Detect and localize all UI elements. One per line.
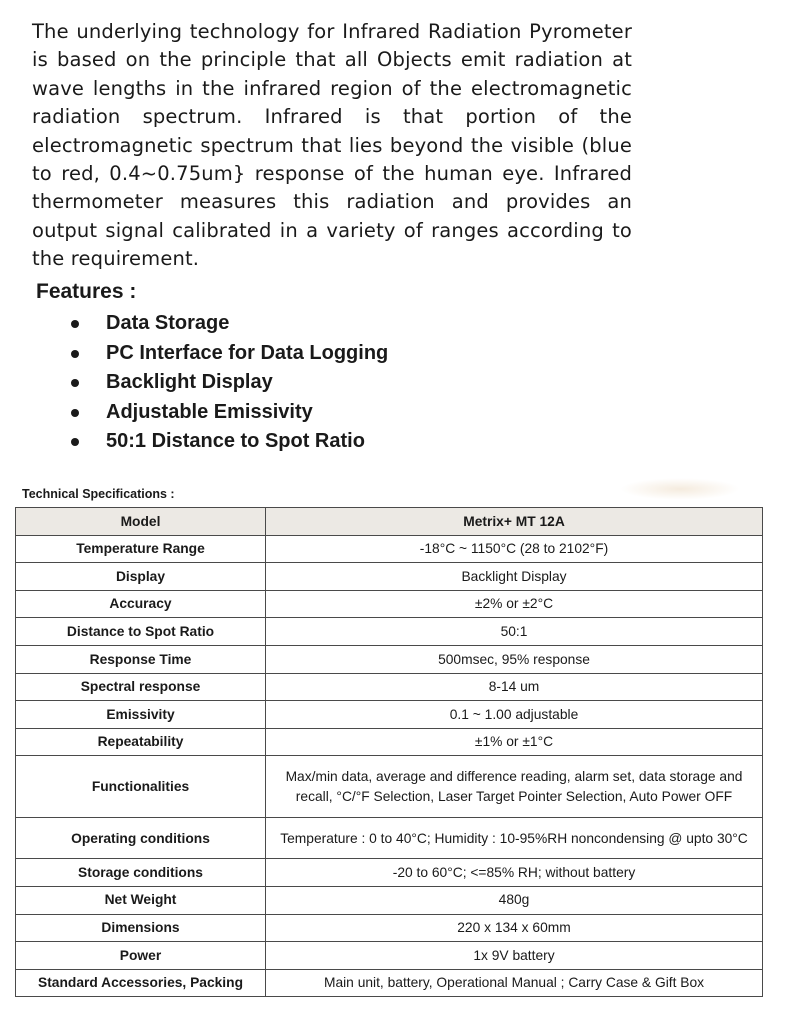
feature-item [0,427,388,457]
table-row [16,914,763,942]
table-row [16,728,763,756]
feature-label: PC Interface for Data Logging [106,341,389,364]
bullet-icon [71,438,79,446]
bullet-icon [71,409,79,417]
feature-label: 50:1 Distance to Spot Ratio [106,430,365,452]
table-row [16,756,763,818]
table-row [16,859,763,887]
spec-value: -20 to 60°C; <=85% RH; without battery [266,859,763,887]
spec-value: Temperature : 0 to 40°C; Humidity : 10-95%RH noncondensing @ upto 30°C [266,818,763,859]
spec-value: ±2% or ±2°C [266,590,763,618]
table-row [16,508,763,536]
spec-value: Main unit, battery, Operational Manual ; Carry Case & Gift Box [266,969,763,997]
spec-table [15,507,763,997]
spec-key: Accuracy [16,590,266,618]
spec-key: Temperature Range [16,535,266,563]
spec-heading: Technical Specifications : [22,487,175,501]
table-row [16,563,763,591]
spec-value: 1x 9V battery [266,942,763,970]
spec-value: -18°C ~ 1150°C (28 to 2102°F) [266,535,763,563]
feature-label: Adjustable Emissivity [106,400,313,423]
feature-label: Data Storage [106,312,230,334]
spec-key: Power [16,942,266,970]
spec-value: 8-14 um [266,673,763,701]
table-row [16,673,763,701]
spec-key: Net Weight [16,886,266,914]
table-row [16,645,763,673]
table-row [16,886,763,914]
spec-value: 480g [266,886,763,914]
spec-value: ±1% or ±1°C [266,728,763,756]
table-row [16,942,763,970]
scan-glare [620,478,740,500]
spec-value: 50:1 [266,618,763,646]
spec-value: 220 x 134 x 60mm [266,914,763,942]
feature-item [0,309,388,339]
spec-key: Repeatability [16,728,266,756]
spec-key: Standard Accessories, Packing [16,969,266,997]
spec-key: Functionalities [16,756,266,818]
table-row [16,590,763,618]
spec-value: Max/min data, average and difference reading, alarm set, data storage and recall, °C/°F Selection, Laser Target Pointer Selection, Auto Power OFF [266,756,763,818]
spec-key: Emissivity [16,701,266,729]
spec-key: Model [16,508,266,536]
intro-paragraph: The underlying technology for Infrared Radiation Pyrometer is based on the principle that all Objects emit radiation at wave lengths in the infrared region of the electromagnetic radiation spectrum. Infrared is that portion of the electromagnetic spectrum that lies beyond the visible (blue to red, 0.4~0.75um} response of the human eye. Infrared thermometer measures this radiation and provides an output signal calibrated in a variety of ranges according to the requirement. [32,20,632,271]
features-heading: Features : [36,280,137,303]
spec-key: Display [16,563,266,591]
spec-key: Spectral response [16,673,266,701]
spec-key: Operating conditions [16,818,266,859]
bullet-icon [71,320,79,328]
feature-item [0,339,388,369]
bullet-icon [71,379,79,387]
spec-value: Metrix+ MT 12A [266,508,763,536]
spec-key: Storage conditions [16,859,266,887]
spec-value: 500msec, 95% response [266,645,763,673]
spec-key: Dimensions [16,914,266,942]
feature-label: Backlight Display [106,371,273,393]
spec-key: Distance to Spot Ratio [16,618,266,646]
spec-key: Response Time [16,645,266,673]
feature-item [0,398,388,428]
table-row [16,618,763,646]
feature-item [0,368,388,398]
spec-value: 0.1 ~ 1.00 adjustable [266,701,763,729]
table-row [16,535,763,563]
spec-value: Backlight Display [266,563,763,591]
table-row [16,818,763,859]
table-row [16,969,763,997]
bullet-icon [71,350,79,358]
table-row [16,701,763,729]
features-list [0,309,388,457]
